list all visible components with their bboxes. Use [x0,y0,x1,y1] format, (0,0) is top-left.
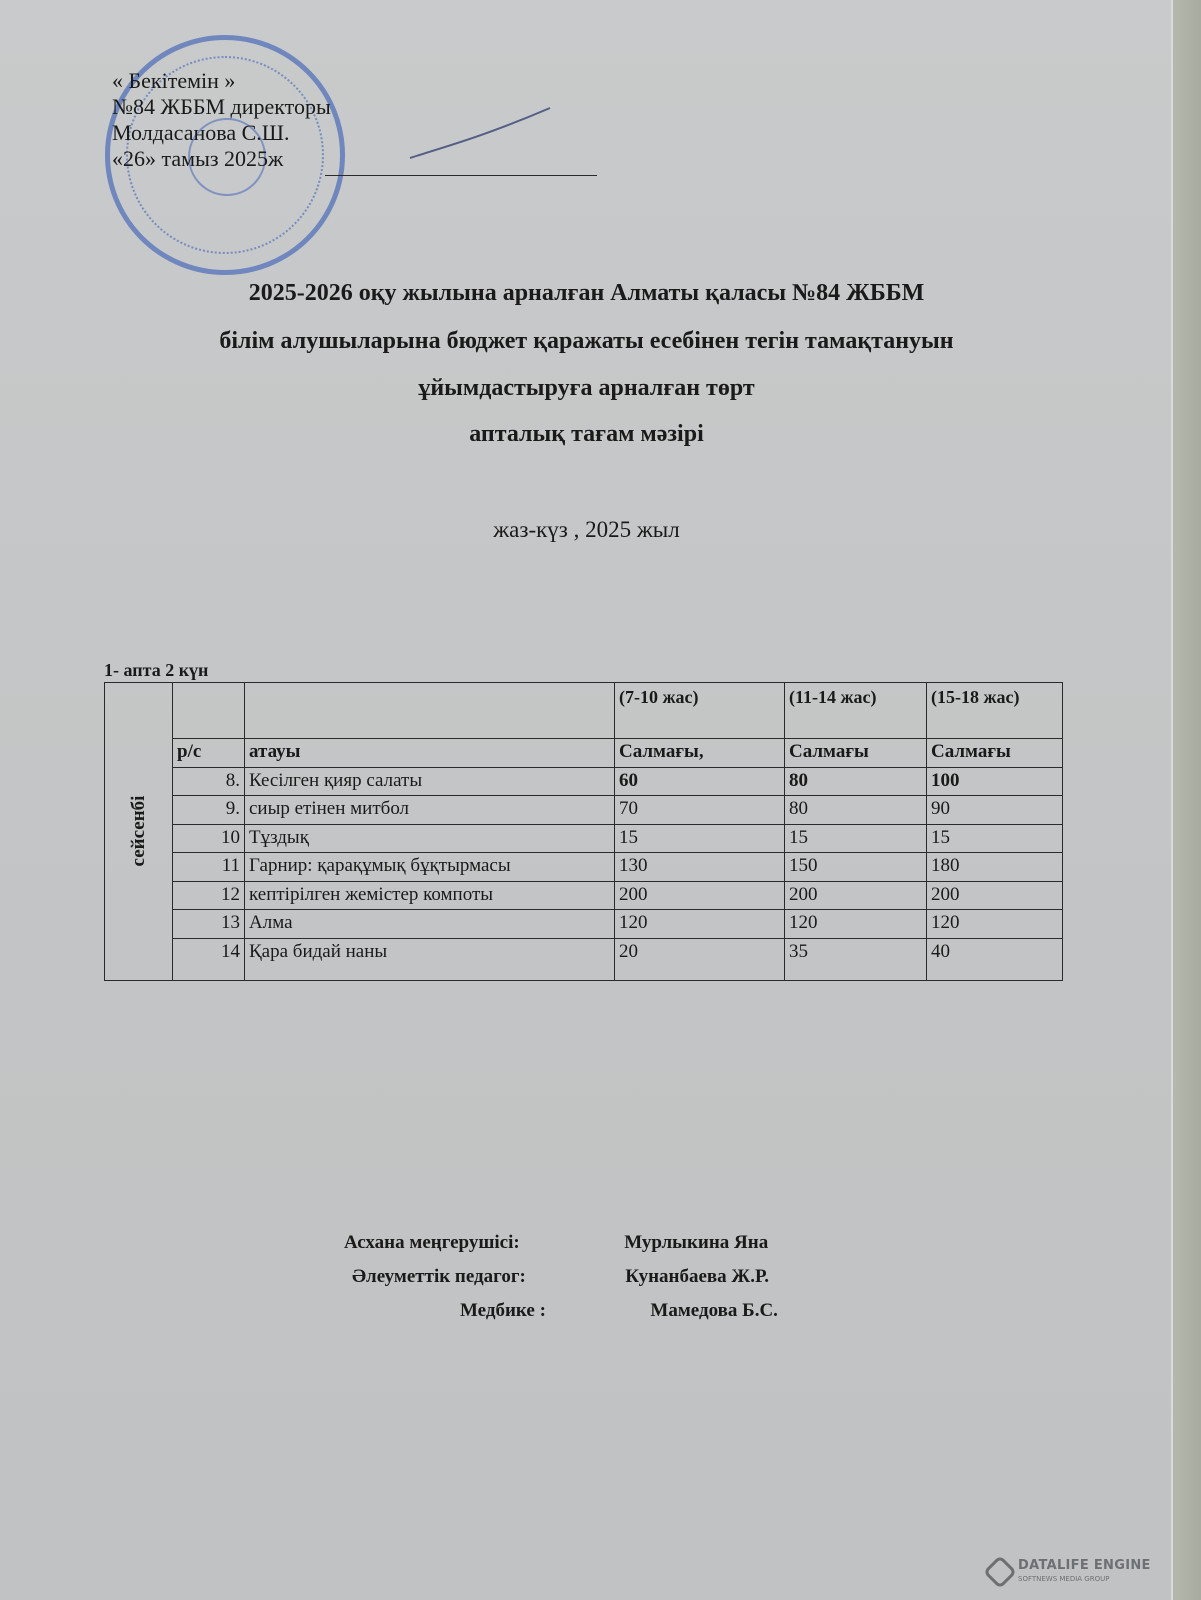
col-header-w1: Салмағы, [615,739,785,768]
background-edge [1173,0,1201,1600]
approval-block [112,68,331,172]
table-row: 14 Қара бидай наны 20 35 40 [105,938,1063,980]
table-row: 9. сиыр етінен митбол 70 80 90 [105,796,1063,825]
datalife-logo-icon [983,1555,1017,1589]
age-header-row [105,683,1063,739]
col-header-w2: Салмағы [785,739,927,768]
age-header-11-14: (11-14 жас) [785,683,927,739]
age-header-7-10: (7-10 жас) [615,683,785,739]
signatory-row: Әлеуметтік педагог: Кунанбаева Ж.Р. [352,1266,769,1287]
table-row: 10 Тұздық 15 15 15 [105,824,1063,853]
col-header-w3: Салмағы [927,739,1063,768]
signatory-row: Медбике : Мамедова Б.С. [460,1300,778,1321]
signature-placeholder [400,88,560,178]
column-header-row [105,739,1063,768]
table-row: 13 Алма 120 120 120 [105,910,1063,939]
title-line-3: ұйымдастыруға арналған төрт [418,375,755,401]
season-label: жаз-күз , 2025 жыл [493,517,680,542]
approval-line-2: №84 ЖББМ директоры [112,94,331,119]
menu-table [104,682,1063,981]
title-line-1: 2025-2026 оқу жылына арналған Алматы қаласы №84 ЖББМ [248,280,925,306]
day-label: сейсенбі [127,795,149,867]
approval-line-1: « Бекітемін » [112,68,236,93]
day-cell [105,683,173,981]
title-line-4: апталық тағам мәзірі [469,421,704,447]
col-header-name: атауы [245,739,615,768]
col-header-num: р/с [173,739,245,768]
approval-line-4: «26» тамыз 2025ж [112,146,284,171]
title-line-2: білім алушыларына бюджет қаражаты есебінен тегін тамақтануын [219,328,954,354]
age-header-15-18: (15-18 жас) [927,683,1063,739]
table-row: 12 кептірілген жемістер компоты 200 200 200 [105,881,1063,910]
week-day-label: 1- апта 2 күн [104,660,209,680]
table-row: 11 Гарнир: қарақұмық бұқтырмасы 130 150 180 [105,853,1063,882]
table-row: 8. Кесілген қияр салаты 60 80 100 [105,767,1063,796]
signatory-row: Асхана меңгерушісі: Мурлыкина Яна [344,1232,769,1253]
approval-line-3: Молдасанова С.Ш. [112,120,290,145]
document-page: « Бекітемін » №84 ЖББМ директоры Молдасанова С.Ш. «26» тамыз 2025ж 2025-2026 оқу жылына арналған Алматы қаласы №84 ЖББМ білім алушыларына бюджет қаражаты есебінен тегін тамақтануын ұйымдастыруға арналған төрт апталық тағам мәзірі жаз-күз , 2025 жыл 1- апта 2 күн сейсенбі (7-10 жас) (11-14 жас) (15-18 жас) р/с атауы Салмағы, Салмағы Салмағы 8. Кесілген қияр салаты 60 80 100 9. сиыр етінен митбол 70 80 90 10 Тұздық 15 15 15 11 Гарнир: қарақұмық бұқтырмасы 130 150 180 12 кептірілген жемістер компоты 200 200 200 13 Алма 120 120 120 14 Қара бидай наны 20 35 40 Асхана меңгерушісі: Мурлыкина Яна Әлеуметтік педагог: Кунанбаева Ж.Р. Медбике : Мамедова Б.С. DATALIFE ENGINE SOFTNEWS MEDIA GROUP [0,0,1173,1600]
